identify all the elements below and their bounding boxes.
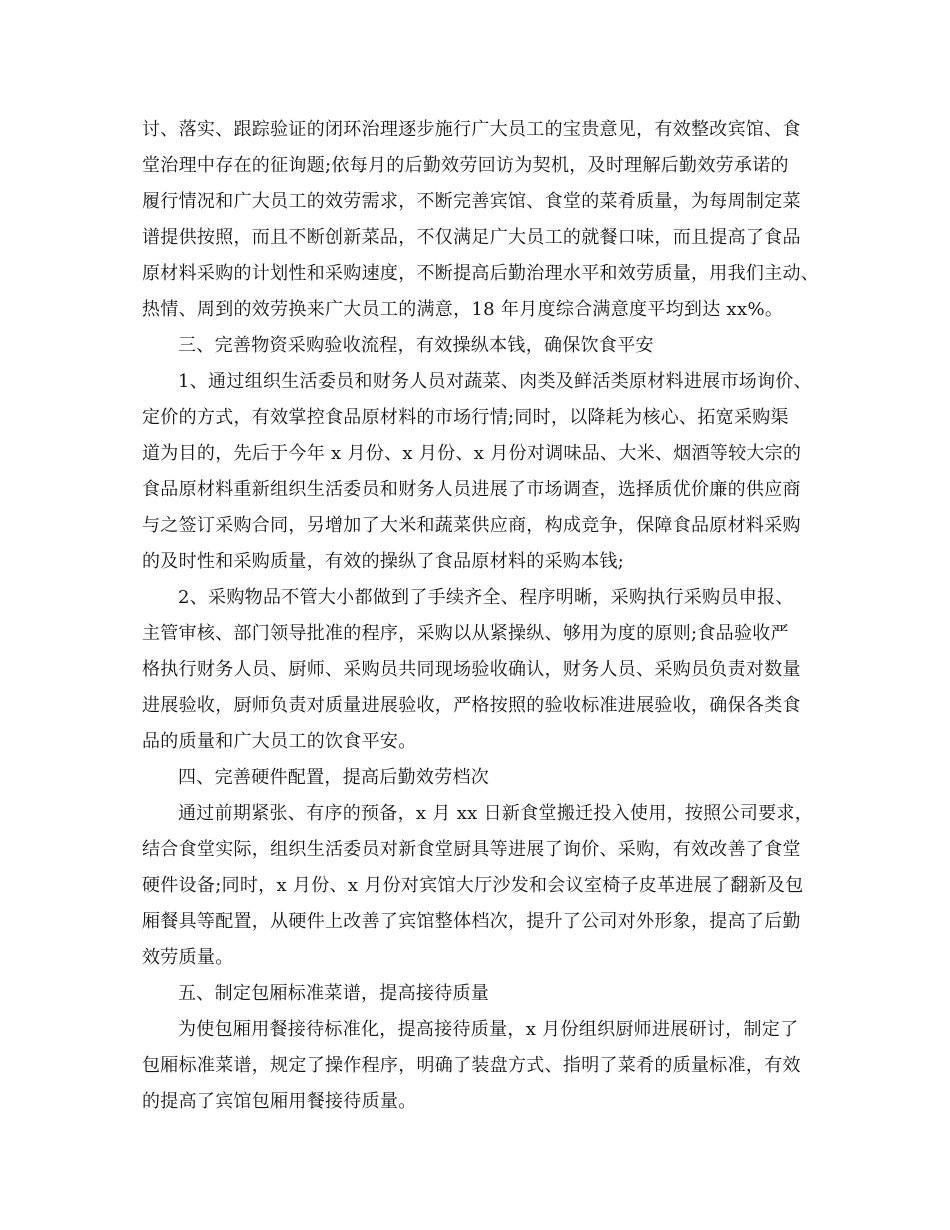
text-line: 品的质量和广大员工的饮食平安。 [142,731,417,752]
text-line: 热情、周到的效劳换来广大员工的满意，18 年月度综合满意度平均到达 xx%。 [142,299,784,320]
text-line: 与之签订采购合同，另增加了大米和蔬菜供应商，构成竞争，保障食品原材料采购 [142,515,801,536]
document-body [142,112,820,1120]
text-line: 厢餐具等配置，从硬件上改善了宾馆整体档次，提升了公司对外形象，提高了后勤 [142,911,801,932]
section-heading-5: 五、制定包厢标准菜谱，提高接待质量 [178,983,490,1004]
text-line: 通过前期紧张、有序的预备，x 月 xx 日新食堂搬迁投入使用，按照公司要求， [178,803,814,824]
section-heading-3: 三、完善物资采购验收流程，有效操纵本钱，确保饮食平安 [178,335,654,356]
text-line: 格执行财务人员、厨师、采购员共同现场验收确认，财务人员、采购员负责对数量 [142,659,801,680]
text-line: 结合食堂实际，组织生活委员对新食堂厨具等进展了询价、采购，有效改善了食堂 [142,839,801,860]
text-line: 食品原材料重新组织生活委员和财务人员进展了市场调查，选择质优价廉的供应商 [142,479,801,500]
text-line: 原材料采购的计划性和采购速度，不断提高后勤治理水平和效劳质量，用我们主动、 [142,263,820,284]
text-line: 主管审核、部门领导批准的程序，采购以从紧操纵、够用为度的原则;食品验收严 [142,623,789,644]
text-line: 包厢标准菜谱，规定了操作程序，明确了装盘方式、指明了菜肴的质量标准，有效 [142,1055,801,1076]
text-line: 定价的方式，有效掌控食品原材料的市场行情;同时，以降耗为核心、拓宽采购渠 [142,407,789,428]
text-line: 1、通过组织生活委员和财务人员对蔬菜、肉类及鲜活类原材料进展市场询价、 [178,371,812,392]
text-line: 进展验收，厨师负责对质量进展验收，严格按照的验收标准进展验收，确保各类食 [142,695,801,716]
text-line: 效劳质量。 [142,947,234,968]
text-line: 堂治理中存在的征询题;依每月的后勤效劳回访为契机，及时理解后勤效劳承诺的 [142,155,789,176]
section-heading-4: 四、完善硬件配置，提高后勤效劳档次 [178,767,490,788]
text-line: 履行情况和广大员工的效劳需求，不断完善宾馆、食堂的菜肴质量，为每周制定菜 [142,191,801,212]
text-line: 2、采购物品不管大小都做到了手续齐全、程序明晰，采购执行采购员申报、 [178,587,794,608]
text-line: 谱提供按照，而且不断创新菜品，不仅满足广大员工的就餐口味，而且提高了食品 [142,227,801,248]
text-line: 道为目的，先后于今年 x 月份、x 月份、x 月份对调味品、大米、烟酒等较大宗的 [142,443,802,464]
text-line: 的及时性和采购质量，有效的操纵了食品原材料的采购本钱; [142,551,625,572]
text-line: 讨、落实、跟踪验证的闭环治理逐步施行广大员工的宝贵意见，有效整改宾馆、食 [142,119,801,140]
text-line: 的提高了宾馆包厢用餐接待质量。 [142,1091,417,1112]
text-line: 硬件设备;同时，x 月份、x 月份对宾馆大厅沙发和会议室椅子皮革进展了翻新及包 [142,875,804,896]
text-line: 为使包厢用餐接待标准化，提高接待质量，x 月份组织厨师进展研讨，制定了 [178,1019,799,1040]
